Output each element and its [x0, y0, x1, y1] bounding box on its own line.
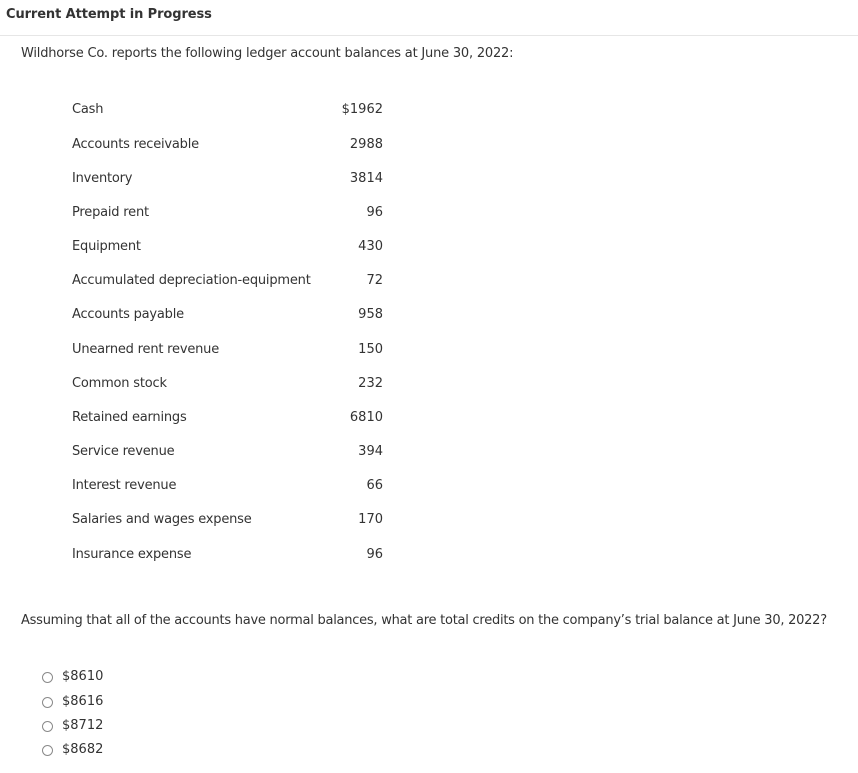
answer-option[interactable] — [42, 742, 162, 762]
account-amount: 6810 — [349, 410, 383, 425]
account-amount: $1962 — [341, 102, 383, 117]
ledger-row-accounts-receivable — [72, 137, 383, 157]
account-amount: 958 — [358, 307, 383, 322]
ledger-row-inventory — [72, 171, 383, 191]
answer-option-label[interactable]: $8712 — [62, 718, 104, 733]
page-header — [0, 0, 858, 36]
answer-option[interactable] — [42, 669, 162, 689]
account-amount: 394 — [358, 444, 383, 459]
answer-option-label[interactable]: $8682 — [62, 742, 104, 757]
account-amount: 232 — [358, 376, 383, 391]
ledger-row-cash — [72, 102, 383, 122]
ledger-row-unearned-rent-revenue — [72, 342, 383, 362]
ledger-row-common-stock — [72, 376, 383, 396]
account-name: Accumulated depreciation-equipment — [72, 273, 311, 288]
account-amount: 72 — [366, 273, 383, 288]
account-name: Cash — [72, 102, 104, 117]
ledger-row-accounts-payable — [72, 307, 383, 327]
account-name: Insurance expense — [72, 547, 192, 562]
account-name: Prepaid rent — [72, 205, 149, 220]
radio-button[interactable] — [42, 721, 53, 732]
account-amount: 2988 — [349, 137, 383, 152]
ledger-row-salaries-expense — [72, 512, 383, 532]
page-title: Current Attempt in Progress — [6, 7, 212, 22]
account-amount: 96 — [366, 205, 383, 220]
account-name: Retained earnings — [72, 410, 187, 425]
answer-option-label[interactable]: $8616 — [62, 694, 104, 709]
radio-button[interactable] — [42, 697, 53, 708]
account-amount: 150 — [358, 342, 383, 357]
account-name: Common stock — [72, 376, 167, 391]
ledger-row-accumulated-depreciation — [72, 273, 383, 293]
ledger-row-insurance-expense — [72, 547, 383, 567]
account-name: Equipment — [72, 239, 141, 254]
ledger-row-service-revenue — [72, 444, 383, 464]
ledger-row-equipment — [72, 239, 383, 259]
question-text: Assuming that all of the accounts have normal balances, what are total credits on the company’s trial balance at June 30, 2022? — [21, 613, 827, 628]
ledger-row-prepaid-rent — [72, 205, 383, 225]
account-amount: 66 — [366, 478, 383, 493]
account-amount: 3814 — [349, 171, 383, 186]
account-name: Accounts receivable — [72, 137, 199, 152]
account-name: Salaries and wages expense — [72, 512, 252, 527]
answer-option[interactable] — [42, 718, 162, 738]
ledger-row-retained-earnings — [72, 410, 383, 430]
account-amount: 170 — [358, 512, 383, 527]
account-name: Service revenue — [72, 444, 175, 459]
account-amount: 430 — [358, 239, 383, 254]
answer-option-label[interactable]: $8610 — [62, 669, 104, 684]
radio-button[interactable] — [42, 745, 53, 756]
account-name: Inventory — [72, 171, 133, 186]
radio-button[interactable] — [42, 672, 53, 683]
answer-option[interactable] — [42, 694, 162, 714]
account-amount: 96 — [366, 547, 383, 562]
ledger-row-interest-revenue — [72, 478, 383, 498]
account-name: Accounts payable — [72, 307, 184, 322]
account-name: Interest revenue — [72, 478, 177, 493]
problem-intro: Wildhorse Co. reports the following ledger account balances at June 30, 2022: — [21, 46, 514, 61]
account-name: Unearned rent revenue — [72, 342, 220, 357]
